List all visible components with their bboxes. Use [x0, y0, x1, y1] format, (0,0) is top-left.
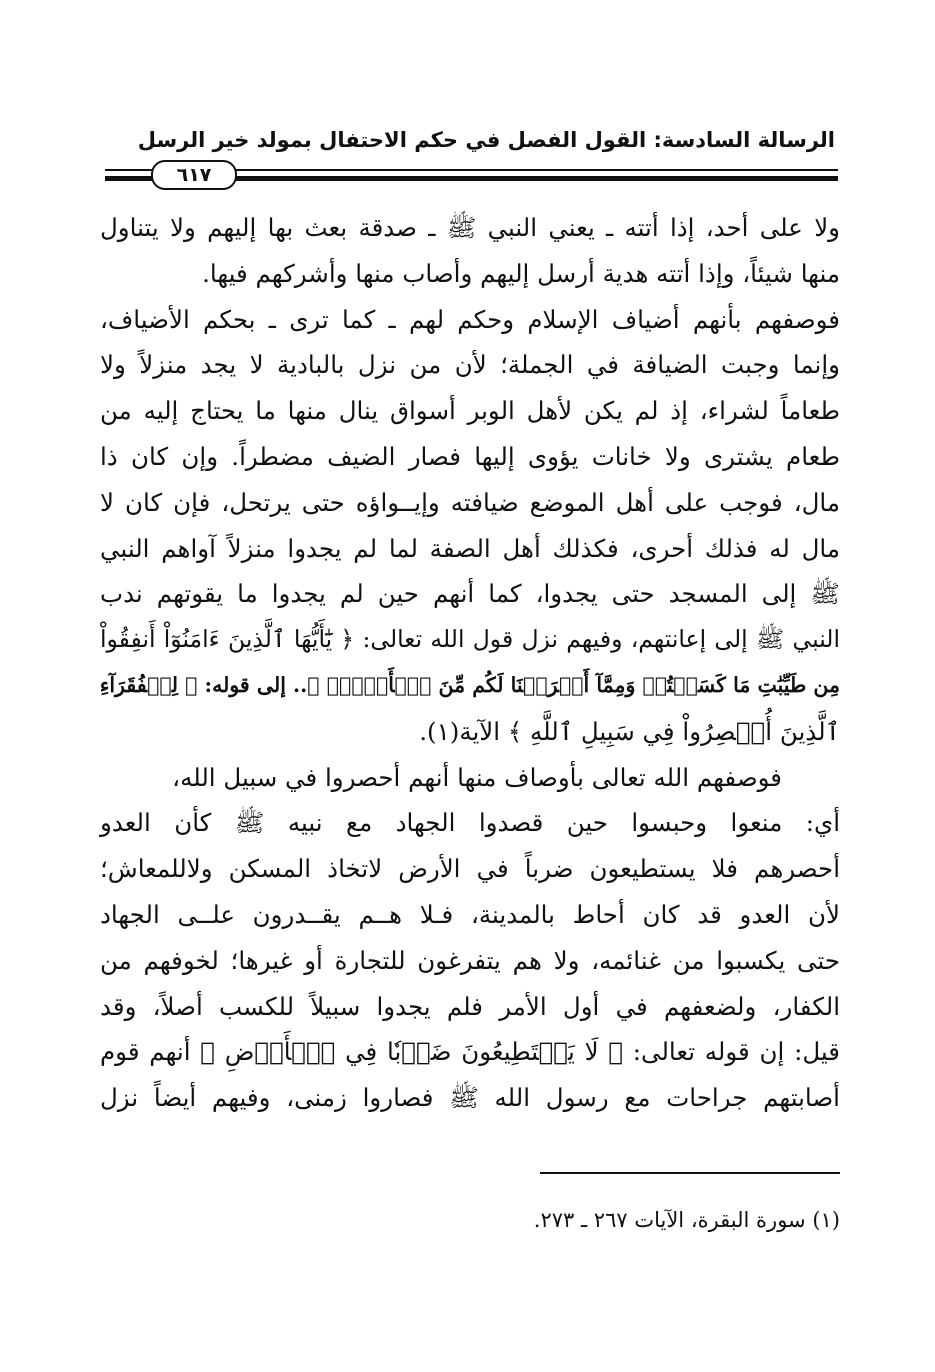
text-line: وإنما وجبت الضيافة في الجملة؛ لأن من نزل بالبادية لا يجد منزلاً ولا	[100, 350, 840, 380]
body-text	[100, 205, 840, 1121]
text-line: مال له فذلك أحرى، فكذلك أهل الصفة لما لم يجدوا منزلاً آواهم النبي	[100, 533, 840, 563]
page-number: ٦١٧	[151, 160, 237, 190]
paragraph-start-line: فوصفهم الله تعالى بأوصاف منها أنهم أحصروا في سبيل الله،	[172, 762, 782, 792]
quran-verse-line: مِن طَيِّبَٰتِ مَا كَسَبۡتُمۡ وَمِمَّآ أَخۡرَجۡنَا لَكُم مِّنَ ٱلۡأَرۡضِۖ ﴾.. إلى قوله: ﴿ لِلۡفُقَرَآءِ	[99, 672, 840, 697]
footnote-separator	[540, 1172, 840, 1174]
text-line: فوصفهم بأنهم أضياف الإسلام وحكم لهم ـ كما ترى ـ بحكم الأضياف،	[100, 304, 840, 334]
running-header-title: الرسالة السادسة: القول الفصل في حكم الاحتفال بمولد خير الرسل	[137, 128, 835, 152]
text-line: أي: منعوا وحبسوا حين قصدوا الجهاد مع نبيه ﷺ كأن العدو	[100, 808, 840, 838]
text-line-with-verse: قيل: إن قوله تعالى: ﴿ لَا يَسۡتَطِيعُونَ ضَرۡبٗا فِي ٱلۡأَرۡضِ ﴾ أنهم قوم	[100, 1037, 840, 1067]
text-line: أحصرهم فلا يستطيعون ضرباً في الأرض لاتخاذ المسكن ولاللمعاش؛	[100, 854, 840, 884]
text-line: حتى يكسبوا من غنائمه، ولا هم يتفرغون للتجارة أو غيرها؛ لخوفهم من	[100, 945, 840, 975]
text-line: لأن العدو قد كان أحاط بالمدينة، فـلا هــم يقــدرون علــى الجهاد	[100, 899, 840, 929]
header-rule	[105, 160, 838, 190]
text-line-with-verse: النبي ﷺ إلى إعانتهم، وفيهم نزل قول الله تعالى: ﴿ يَٰٓأَيُّهَا ٱلَّذِينَ ءَامَنُوٓاْ أَنفِقُواْ	[100, 625, 840, 654]
text-line: أصابتهم جراحات مع رسول الله ﷺ فصاروا زمنى، وفيهم أيضاً نزل	[100, 1083, 840, 1113]
text-line: طعاماً لشراء، إذ لم يكن لأهل الوبر أسواق ينال منها ما يحتاج إليه من	[100, 396, 840, 426]
footnote: (١) سورة البقرة، الآيات ٢٦٧ ـ ٢٧٣.	[533, 1208, 840, 1232]
text-line: ولا على أحد، إذا أتته ـ يعني النبي ﷺ ـ صدقة بعث بها إليهم ولا يتناول	[100, 213, 840, 242]
text-line: مال، فوجب على أهل الموضع ضيافته وإيــواؤه حتى يرتحل، فإن كان لا	[100, 487, 840, 517]
text-line: الكفار، ولضعفهم في أول الأمر فلم يجدوا سبيلاً للكسب أصلاً، وقد	[100, 991, 840, 1021]
text-line: منها شيئاً، وإذا أتته هدية أرسل إليهم وأصاب منها وأشركهم فيها.	[202, 258, 840, 288]
text-line: طعام يشترى ولا خانات يؤوى إليها فصار الضيف مضطراً. وإن كان ذا	[100, 441, 840, 471]
quran-verse-line: ٱلَّذِينَ أُحۡصِرُواْ فِي سَبِيلِ ٱللَّهِ ﴾ الآية(١).	[419, 716, 840, 746]
text-line: ﷺ إلى المسجد حتى يجدوا، كما أنهم حين لم يجدوا ما يقوتهم ندب	[100, 579, 840, 609]
